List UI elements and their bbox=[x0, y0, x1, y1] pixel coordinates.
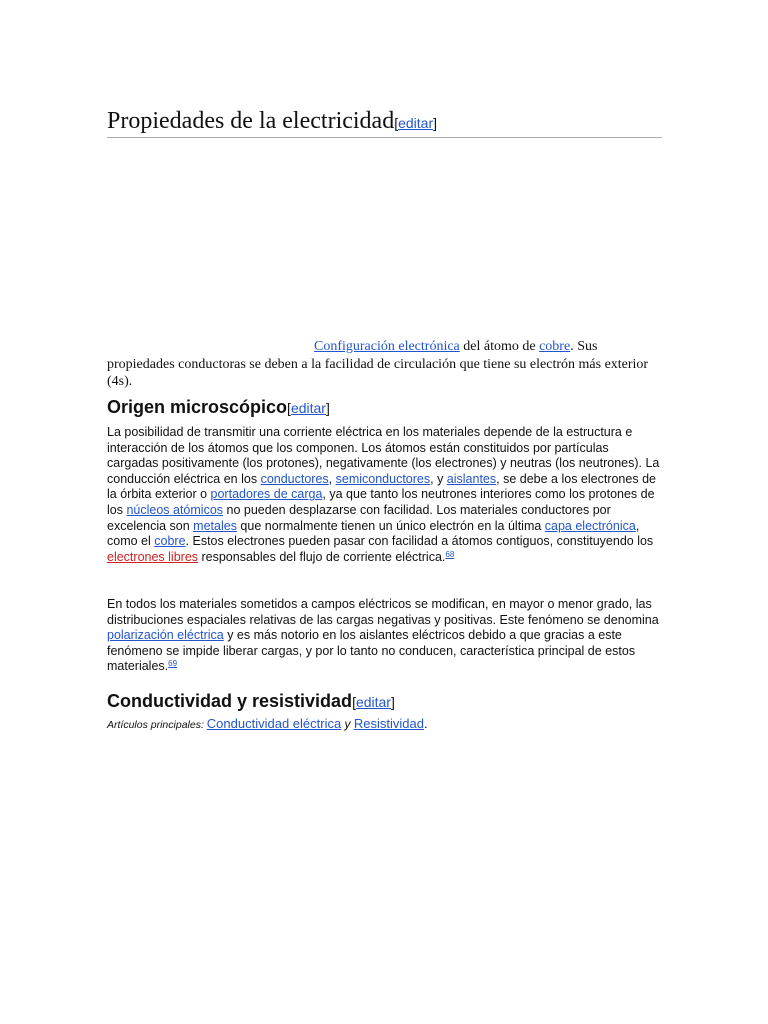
link-conductores[interactable]: conductores bbox=[260, 471, 329, 486]
link-conductividad-electrica[interactable]: Conductividad eléctrica bbox=[206, 716, 342, 731]
paragraph: En todos los materiales sometidos a campos eléctricos se modifican, en mayor o menor grado, las distribuciones espaciales relativas de las cargas negativas y positivas. Este fenómeno se denomina polarización eléctrica y es más notorio en los aislantes eléctricos debido a que gracias a este fenómeno se impide liberar cargas, y por lo tanto no conducen, característica principal de estos materiales.$^{69}$ bbox=[107, 597, 659, 674]
link-configuracion-electronica[interactable]: Configuración electrónica bbox=[314, 339, 460, 354]
link-nucleos-atomicos[interactable]: núcleos atómicos bbox=[126, 502, 224, 517]
reference-link[interactable]: 68 bbox=[445, 549, 455, 559]
page-title: Propiedades de la electricidad[editar] bbox=[107, 108, 662, 138]
section-heading-origen: Origen microscópico[editar] bbox=[107, 397, 330, 417]
link-electrones-libres[interactable]: electrones libres bbox=[107, 549, 199, 564]
edit-link[interactable]: editar bbox=[290, 400, 326, 416]
link-cobre[interactable]: cobre bbox=[154, 534, 186, 549]
edit-link[interactable]: editar bbox=[398, 115, 434, 131]
edit-link[interactable]: editar bbox=[355, 694, 391, 710]
paragraph: La posibilidad de transmitir una corriente eléctrica en los materiales depende de la estructura e interacción de los átomos que los componen. Los átomos están constituidos por partículas cargadas positivamente (los protones), negativamente (los electrones) y neutras (los neutrones). La conducción eléctrica en los conductores, semiconductores, y aislantes, se debe a los electrones de la órbita exterior o portadores de carga, ya que tanto los neutrones interiores como los protones de los núcleos atómicos no pueden desplazarse con facilidad. Los materiales conductores por excelencia son metales que normalmente tienen un único electrón en la última capa electrónica, como el cobre. Estos electrones pueden pasar con facilidad a átomos contiguos, constituyendo los electrones libres responsables del flujo de corriente eléctrica.$^{68}$ bbox=[107, 425, 660, 564]
link-polarizacion-electrica[interactable]: polarización eléctrica bbox=[107, 628, 224, 643]
link-resistividad[interactable]: Resistividad bbox=[353, 716, 424, 731]
link-metales[interactable]: metales bbox=[193, 518, 237, 533]
image-caption: Configuración electrónica del átomo de cobre. Sus propiedades conductoras se deben a la facilidad de circulación que tiene su electrón más exterior (4s). bbox=[107, 339, 649, 389]
link-portadores-de-carga[interactable]: portadores de carga bbox=[210, 487, 323, 502]
reference-link[interactable]: 69 bbox=[168, 659, 178, 669]
link-semiconductores[interactable]: semiconductores bbox=[335, 471, 431, 486]
link-cobre[interactable]: cobre bbox=[539, 339, 571, 354]
link-aislantes[interactable]: aislantes bbox=[446, 471, 497, 486]
main-articles-note: Artículos principales: Conductividad eléctrica y Resistividad. bbox=[107, 716, 428, 731]
link-capa-electronica[interactable]: capa electrónica bbox=[544, 518, 636, 533]
edit-section-link-wrapper: [editar] bbox=[394, 115, 438, 131]
section-heading-conductividad: Conductividad y resistividad[editar] bbox=[107, 691, 395, 711]
